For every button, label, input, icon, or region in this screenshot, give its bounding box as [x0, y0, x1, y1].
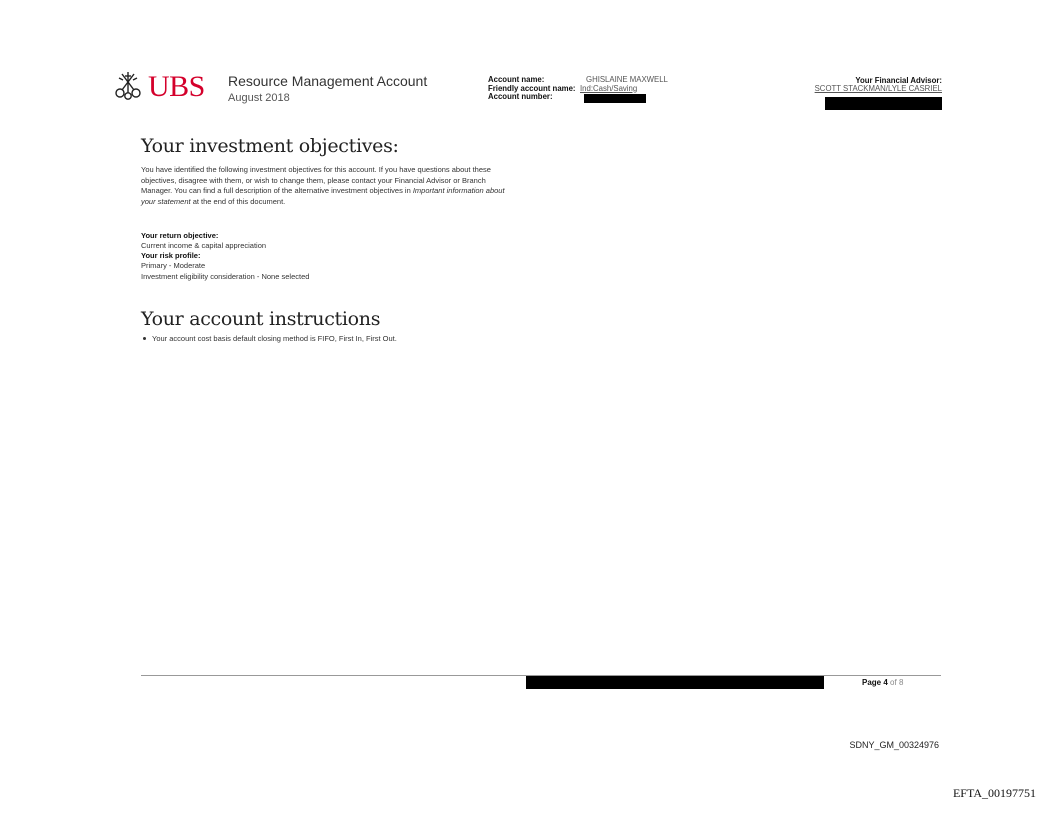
financial-advisor-names: SCOTT STACKMAN/LYLE CASRIEL — [814, 84, 942, 93]
objectives-paragraph-end: at the end of this document. — [190, 196, 286, 206]
account-number-label: Account number: — [488, 92, 553, 102]
investment-objectives-heading: Your investment objectives: — [141, 135, 399, 157]
statement-title: Resource Management Account — [228, 73, 428, 89]
financial-advisor-label: Your Financial Advisor: — [855, 76, 942, 85]
account-values — [580, 75, 668, 93]
return-objective-label: Your return objective: — [141, 231, 219, 240]
bates-number: SDNY_GM_00324976 — [849, 740, 939, 750]
ubs-keys-logo-icon — [112, 70, 144, 102]
redaction-footer — [526, 676, 824, 689]
friendly-account-name-value: Ind:Cash/Saving — [580, 83, 638, 93]
page-of: of — [890, 678, 897, 687]
page-number — [862, 678, 903, 687]
page-label: Page — [862, 678, 882, 687]
redaction-advisor-contact — [825, 97, 942, 110]
risk-profile-label: Your risk profile: — [141, 251, 201, 260]
statement-date: August 2018 — [228, 92, 290, 104]
objectives-paragraph — [141, 165, 516, 207]
eligibility-consideration: Investment eligibility consideration - None selected — [141, 272, 310, 281]
page-current: 4 — [883, 678, 888, 687]
risk-profile-value: Primary - Moderate — [141, 261, 206, 270]
bullet-icon — [143, 337, 146, 340]
cost-basis-instruction: Your account cost basis default closing method is FIFO, First In, First Out. — [152, 334, 397, 343]
return-objective-value: Current income & capital appreciation — [141, 241, 267, 250]
friendly-account-name-label: Friendly account name: — [488, 83, 576, 93]
account-name-label: Account name: — [488, 75, 545, 84]
objectives-paragraph-start: You have identified the following investment objectives for this account. If you have questions about these objectives, disagree with them, or wish to change them, please contact your Financial Advisor or Branch Manager. You can find a full description of the alternative investment objectives in — [141, 165, 491, 195]
account-labels — [488, 76, 576, 102]
ubs-logo-text: UBS — [148, 70, 205, 103]
efta-number: EFTA_00197751 — [952, 786, 1036, 800]
page-total: 8 — [898, 678, 904, 687]
objectives-paragraph-italic: Important information about your statement — [141, 186, 505, 206]
account-instructions-heading: Your account instructions — [141, 308, 381, 330]
redaction-account-number — [584, 94, 646, 103]
account-name-value: GHISLAINE MAXWELL — [586, 75, 668, 84]
